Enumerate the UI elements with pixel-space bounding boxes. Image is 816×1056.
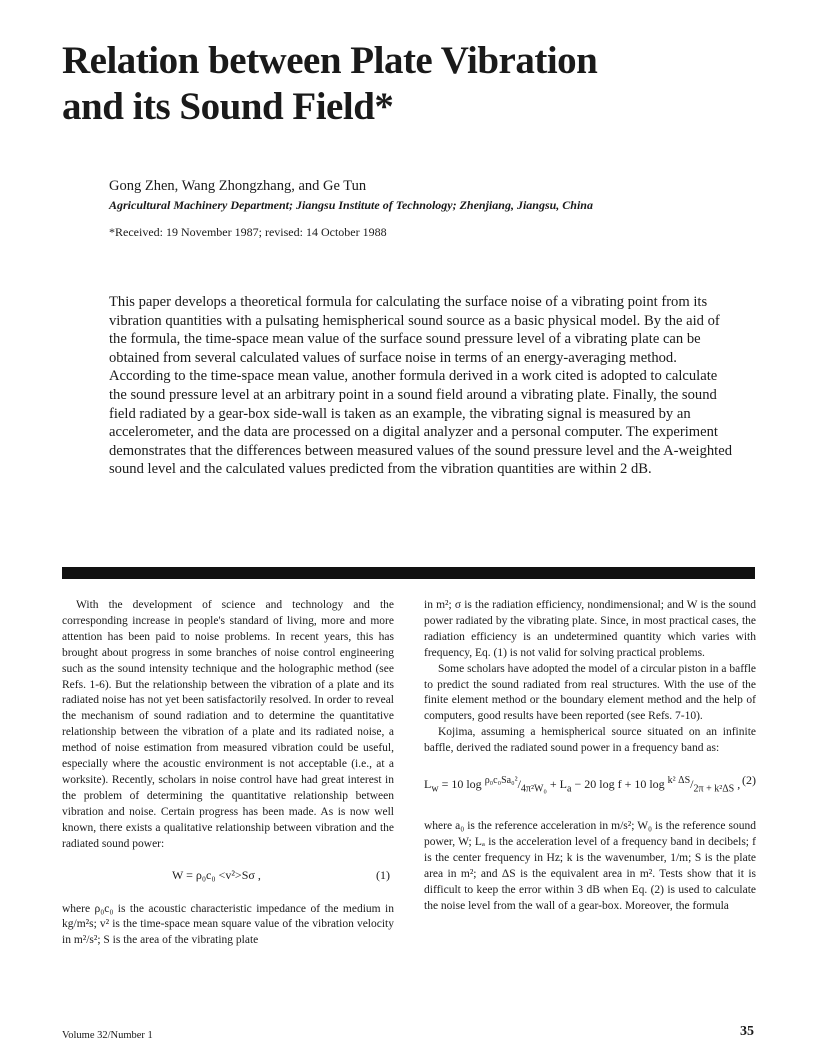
equation-1-body: W = ρ₀c₀ <v²>Sσ , [172,867,261,882]
right-column [424,598,756,915]
paragraph: With the development of science and technology and the corresponding increase in people's standard of living, more and more attention has been paid to noise problems. In recent years, this has brought about progress in some branches of noise control engineering such as the sound intensity technique and the holographic method (see Refs. 1-6). But the relationship between the vibration of a plate and its radiated noise has not yet been satisfactorily resolved. In order to reveal the mechanism of sound radiation and to determine the quantitative relationship between the vibration of a plate and its radiated noise, a method of noise estimation from measured vibration could be useful, especially where the acoustic environment is not acceptable (i.e., at a worksite). Recently, scholars in noise control have had great interest in the problem of determining the quantitative relationship between vibration and noise. Certain progress has been made. As is now well known, there exists a qualitative relationship between vibration and the radiated sound power: [62,599,394,850]
page-number: 35 [740,1024,754,1039]
equation-2-body: $L_w = 10$ $\log ^{\rho_0c_0Sa_0^2}/_{4\pi^2W_0} + L_a - 20$ log f + 10 $\log ^{k^2 \Delta S}/_{2\pi + k^2\Delta S}$ , [424,775,741,795]
authors: Gong Zhen, Wang Zhongzhang, and Ge Tun [109,178,367,194]
paragraph: where a₀ is the reference acceleration in m/s²; W₀ is the reference sound power, W; Lₐ is the acceleration level of a frequency band in decibels; f is the center frequency in Hz; k is the wavenumber, 1/m; S is the plate area in m²; and ΔS is the equivalent area in m². Tests show that it is difficult to keep the error within 3 dB when Eq. (2) is used to calculate the noise level from the wall of a gear-box. Moreover, the formula [424,820,756,912]
paragraph: Kojima, assuming a hemispherical source situated on an infinite baffle, derived the radiated sound power in a frequency band as: [424,726,756,755]
footer-volume: Volume 32/Number 1 [62,1030,153,1041]
title-line-1: Relation between Plate Vibration [62,39,598,82]
paragraph: in m²; σ is the radiation efficiency, nondimensional; and W is the sound power radiated by the vibrating plate. Since, in most practical cases, the radiation efficiency is an undetermined quantity which varies with frequency, Eq. (1) is not valid for solving practical problems. [424,599,756,659]
equation-2 [424,763,756,803]
abstract: This paper develops a theoretical formula for calculating the surface noise of a vibrating point from its vibration quantities with a pulsating hemispherical sound source as a basic physical model. By the aid of the formula, the time-space mean value of the surface sound pressure level of a vibrating plate can be obtained from several calculated values of surface noise in terms of an energy-averaging method. According to the time-space mean value, another formula derived in a work cited is adopted to calculate the sound pressure level at an arbitrary point in a sound field around a vibrating plate. Finally, the sound field radiated by a gear-box side-wall is taken as an example, the vibrating signal is measured by an accelerometer, and the data are processed on a digital analyzer and a personal computer. The experiment demonstrates that the differences between measured values of the sound pressure level and the A-weighted sound level and the calculated values predicted from the vibration quantities are within 2 dB. [109,294,732,478]
affiliation: Agricultural Machinery Department; Jiangsu Institute of Technology; Zhenjiang, Jiangsu, China [109,198,593,212]
paragraph: where ρ₀c₀ is the acoustic characteristic impedance of the medium in kg/m²s; v² is the time-space mean square value of the vibration velocity in m²/s²; S is the area of the vibrating plate [62,902,394,947]
title-line-2: and its Sound Field* [62,85,394,128]
equation-1-number: (1) [376,867,390,882]
paper-title [62,38,762,130]
paragraph: Some scholars have adopted the model of a circular piston in a baffle to predict the sound radiated from real structures. With the use of the finite element method or the boundary element method and the help of computers, good results have been reported (see Refs. 7-10). [424,662,756,723]
equation-1 [62,868,394,888]
received-date: *Received: 19 November 1987; revised: 14 October 1988 [109,225,387,239]
equation-2-number: (2) [742,773,756,788]
section-divider [62,567,755,579]
left-column [62,598,394,949]
